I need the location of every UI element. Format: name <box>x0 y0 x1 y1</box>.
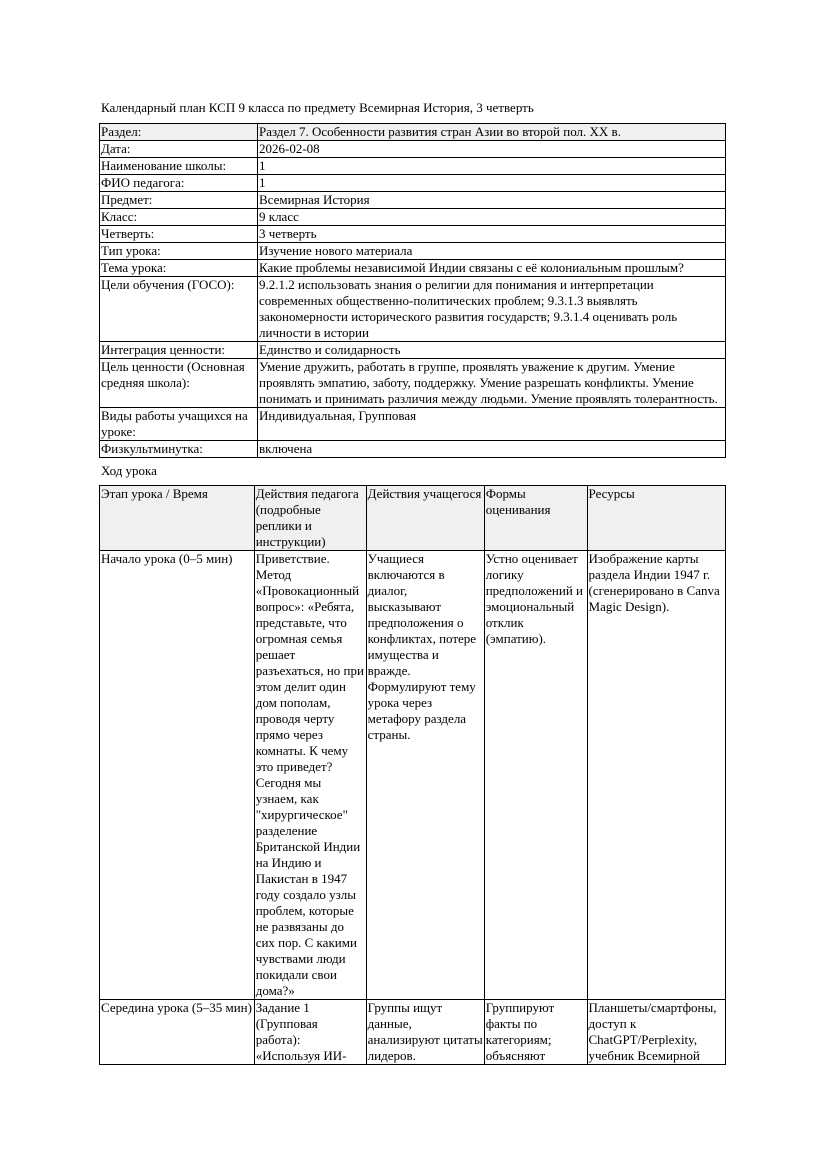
info-row <box>100 243 726 260</box>
resources-cell: Планшеты/смартфоны, доступ к ChatGPT/Perplexity, учебник Всемирной <box>587 1000 725 1065</box>
info-label: Интеграция ценности: <box>100 342 258 359</box>
lesson-header-row <box>100 486 726 551</box>
info-value: Всемирная История <box>258 192 726 209</box>
info-row <box>100 175 726 192</box>
info-label: Четверть: <box>100 226 258 243</box>
info-value: 3 четверть <box>258 226 726 243</box>
lesson-table <box>99 485 726 1065</box>
student-actions-cell: Группы ищут данные, анализируют цитаты лидеров. <box>367 1000 483 1063</box>
info-value: Единство и солидарность <box>258 342 726 359</box>
info-label: Дата: <box>100 141 258 158</box>
info-row <box>100 260 726 277</box>
info-value: 1 <box>258 158 726 175</box>
info-row <box>100 408 726 441</box>
info-label: Наименование школы: <box>100 158 258 175</box>
stage-cell: Начало урока (0–5 мин) <box>100 551 255 1000</box>
info-value: Индивидуальная, Групповая <box>258 408 726 441</box>
student-actions-cell: Учащиеся включаются в диалог, высказывают предположения о конфликтах, потере имущества и вражде. Формулируют тему урока через метафору раздела страны. <box>366 551 484 1000</box>
header-assessment: Формы оценивания <box>484 486 587 551</box>
info-row <box>100 359 726 408</box>
info-row <box>100 192 726 209</box>
info-label: Раздел: <box>100 124 258 141</box>
header-stage: Этап урока / Время <box>100 486 255 551</box>
info-value: Изучение нового материала <box>258 243 726 260</box>
info-value: Какие проблемы независимой Индии связаны с её колониальным прошлым? <box>258 260 726 277</box>
info-value: 9 класс <box>258 209 726 226</box>
info-table <box>99 123 726 458</box>
info-label: Цели обучения (ГОСО): <box>100 277 258 342</box>
stage-cell: Середина урока (5–35 мин) <box>100 1000 255 1065</box>
info-label: Класс: <box>100 209 258 226</box>
info-row <box>100 441 726 458</box>
info-value: включена <box>258 441 726 458</box>
info-row <box>100 226 726 243</box>
header-teacher: Действия педагога (подробные реплики и инструкции) <box>254 486 366 551</box>
assessment-cell: Группируют факты по категориям; объясняют <box>484 1000 587 1065</box>
lesson-row <box>100 551 726 1000</box>
header-resources: Ресурсы <box>587 486 725 551</box>
info-label: Тема урока: <box>100 260 258 277</box>
info-label: Предмет: <box>100 192 258 209</box>
info-label: Физкультминутка: <box>100 441 258 458</box>
info-value: 2026-02-08 <box>258 141 726 158</box>
lesson-row <box>100 1000 726 1065</box>
assessment-cell: Устно оценивает логику предположений и эмоциональный отклик (эмпатию). <box>484 551 587 1000</box>
teacher-actions-cell: Приветствие. Метод «Провокационный вопрос»: «Ребята, представьте, что огромная семья решает разъехаться, но при этом делит один дом пополам, проводя черту прямо через комнаты. К чему это приведет? Сегодня мы узнаем, как "хирургическое" разделение Британской Индии на Индию и Пакистан в 1947 году создало узлы проблем, которые не развязаны до сих пор. С какими чувствами люди покидали свои дома?» <box>254 551 366 1000</box>
resources-cell: Изображение карты раздела Индии 1947 г. (сгенерировано в Canva Magic Design). <box>587 551 725 1000</box>
info-row <box>100 342 726 359</box>
lesson-progress-title: Ход урока <box>101 463 157 478</box>
info-row <box>100 277 726 342</box>
info-value: 1 <box>258 175 726 192</box>
teacher-actions-cell: Задание 1 (Групповая работа): «Используя ИИ- <box>254 1000 366 1065</box>
info-value: Умение дружить, работать в группе, проявлять уважение к другим. Умение проявлять эмпатию, заботу, поддержку. Умение разрешать конфликты. Умение понимать и принимать различия между людьми. Умение проявлять толерантность. <box>258 359 726 408</box>
document-title: Календарный план КСП 9 класса по предмету Всемирная История, 3 четверть <box>101 100 534 115</box>
info-value: 9.2.1.2 использовать знания о религии для понимания и интерпретации современных общественно-политических проблем; 9.3.1.3 выявлять закономерности исторического развития государств; 9.3.1.4 оценивать роль личности в истории <box>258 277 726 342</box>
info-label: Цель ценности (Основная средняя школа): <box>100 359 258 408</box>
info-label: Тип урока: <box>100 243 258 260</box>
info-row <box>100 158 726 175</box>
info-row <box>100 141 726 158</box>
info-row <box>100 124 726 141</box>
header-students: Действия учащегося <box>366 486 484 551</box>
info-value: Раздел 7. Особенности развития стран Азии во второй пол. XX в. <box>258 124 726 141</box>
info-label: Виды работы учащихся на уроке: <box>100 408 258 441</box>
info-row <box>100 209 726 226</box>
info-label: ФИО педагога: <box>100 175 258 192</box>
